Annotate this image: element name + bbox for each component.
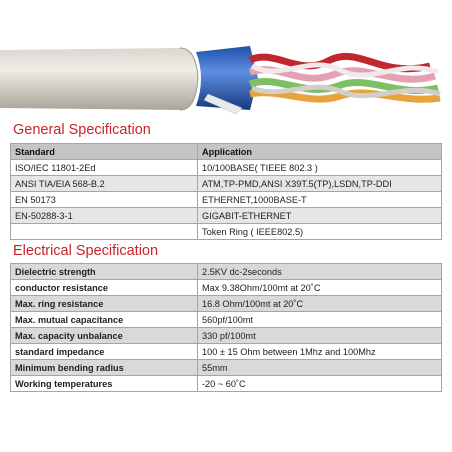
table-row (11, 192, 442, 208)
standard-cell: ANSI TIA/EIA 568-B.2 (11, 176, 198, 192)
standard-cell (11, 224, 198, 240)
table-row (11, 328, 442, 344)
table-row (11, 224, 442, 240)
parameter-cell: Max. mutual capacitance (11, 312, 198, 328)
standard-cell: ISO/IEC 11801-2Ed (11, 160, 198, 176)
general-spec-title: General Specification (13, 122, 151, 138)
value-cell: 100 ± 15 Ohm between 1Mhz and 100Mhz (198, 344, 442, 360)
table-row (11, 176, 442, 192)
parameter-cell: Max. capacity unbalance (11, 328, 198, 344)
table-header: Application (198, 144, 442, 160)
cable-image (0, 38, 452, 118)
value-cell: 330 pf/100mt (198, 328, 442, 344)
table-row (11, 376, 442, 392)
value-cell: 560pf/100mt (198, 312, 442, 328)
parameter-cell: standard impedance (11, 344, 198, 360)
table-header: Standard (11, 144, 198, 160)
table-row (11, 160, 442, 176)
electrical-spec-title: Electrical Specification (13, 243, 159, 259)
parameter-cell: Minimum bending radius (11, 360, 198, 376)
parameter-cell: Max. ring resistance (11, 296, 198, 312)
general-spec-table (10, 143, 442, 240)
table-row (11, 296, 442, 312)
standard-cell: EN 50173 (11, 192, 198, 208)
table-row (11, 208, 442, 224)
parameter-cell: conductor resistance (11, 280, 198, 296)
application-cell: Token Ring ( IEEE802.5) (198, 224, 442, 240)
standard-cell: EN-50288-3-1 (11, 208, 198, 224)
electrical-spec-table (10, 263, 442, 392)
value-cell: 55mm (198, 360, 442, 376)
value-cell: Max 9.38Ohm/100mt at 20˚C (198, 280, 442, 296)
table-row (11, 344, 442, 360)
table-row (11, 264, 442, 280)
value-cell: 2.5KV dc-2seconds (198, 264, 442, 280)
parameter-cell: Working temperatures (11, 376, 198, 392)
table-row (11, 360, 442, 376)
application-cell: 10/100BASE( TIEEE 802.3 ) (198, 160, 442, 176)
application-cell: ETHERNET,1000BASE-T (198, 192, 442, 208)
table-row (11, 280, 442, 296)
table-row (11, 312, 442, 328)
parameter-cell: Dielectric strength (11, 264, 198, 280)
value-cell: 16.8 Ohm/100mt at 20˚C (198, 296, 442, 312)
application-cell: ATM,TP-PMD,ANSI X39T.5(TP),LSDN,TP-DDI (198, 176, 442, 192)
application-cell: GIGABIT-ETHERNET (198, 208, 442, 224)
value-cell: -20 ~ 60˚C (198, 376, 442, 392)
